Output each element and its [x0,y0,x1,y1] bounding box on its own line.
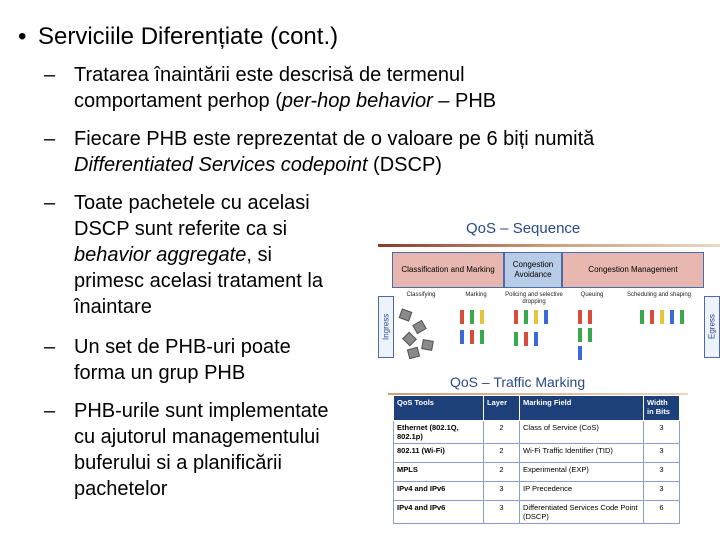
cell-tool: IPv4 and IPv6 [394,482,484,501]
qos-traffic-marking-figure [388,370,688,520]
sub-bullet-2-line-2 [74,152,442,178]
queue-bar-icon [578,328,582,342]
cell-layer: 3 [484,482,520,501]
sub-bullet-4 [44,334,291,360]
cell-tool: Ethernet (802.1Q, 802.1p) [394,421,484,444]
policing-bar-icon [544,310,548,324]
policing-bar-icon [524,332,528,346]
text-run: , si [246,244,272,266]
sub-bullet-3-line-5: înaintare [74,296,152,318]
header-qos-tools: QoS Tools [394,396,484,421]
sub-bullet-3-line-2: DSCP sunt referite ca si [74,218,288,240]
packet-icon [421,339,434,351]
marking-bar-icon [460,330,464,344]
table-row [394,421,680,444]
sub-bullet-4-line-2: forma un grup PHB [74,362,246,384]
marking-bar-icon [470,310,474,324]
cell-width: 3 [644,421,680,444]
queue-bar-icon [578,310,582,324]
schedule-bar-icon [650,310,654,324]
italic-term: behavior aggregate [74,244,247,266]
slide-heading [18,22,338,52]
text-run: comportament perhop ( [74,90,282,112]
policing-bar-icon [514,310,518,324]
sub-bullet-3 [44,190,310,216]
segment-classification-marking: Classification and Marking [392,252,504,288]
cell-width: 3 [644,482,680,501]
cell-field: Wi-Fi Traffic Identifier (TID) [520,444,644,463]
schedule-bar-icon [680,310,684,324]
cell-width: 3 [644,463,680,482]
cell-layer: 2 [484,421,520,444]
sub-bullet-2 [44,126,594,152]
schedule-bar-icon [660,310,664,324]
sub-bullet-3-line-3 [74,242,272,268]
table-header-row [394,396,680,421]
policing-bar-icon [524,310,528,324]
dash-glyph: – [44,400,56,422]
stage-classifying: Classifying [406,292,436,298]
packet-icon [412,320,427,334]
sub-bullet-5-line-3: buferului si a planificării [74,452,282,474]
table-row [394,482,680,501]
marking-bar-icon [480,330,484,344]
heading-text: Serviciile Diferențiate (cont.) [38,23,339,50]
cell-tool: MPLS [394,463,484,482]
marking-table [393,395,680,524]
sub-bullet-5 [44,398,329,424]
sub-bullet-5-line-2: cu ajutorul managementului [74,426,320,448]
stage-policing: Policing and selective dropping [505,292,563,305]
cell-width: 3 [644,444,680,463]
bullet-text: Fiecare PHB este reprezentat de o valoare pe 6 biți numită [74,128,595,150]
bullet-text: PHB-urile sunt implementate [74,400,329,422]
title-rule [378,244,720,247]
schedule-bar-icon [640,310,644,324]
cell-tool: IPv4 and IPv6 [394,501,484,524]
italic-term: Differentiated Services codepoint [74,154,368,176]
cell-field: Class of Service (CoS) [520,421,644,444]
qos-sequence-title: QoS – Sequence [466,220,581,237]
sub-bullet-3-line-4: primesc acelasi tratament la [74,270,323,292]
header-layer: Layer [484,396,520,421]
cell-layer: 2 [484,463,520,482]
stage-scheduling: Scheduling and shaping [626,292,692,298]
packet-icon [407,347,420,360]
cell-layer: 2 [484,444,520,463]
sub-bullet-5-line-4: pachetelor [74,478,168,500]
bullet-text: Un set de PHB-uri poate [74,336,291,358]
cell-tool: 802.11 (Wi-Fi) [394,444,484,463]
qos-sequence-figure [378,214,720,366]
stage-marking: Marking [465,292,487,298]
cell-width: 6 [644,501,680,524]
dash-glyph: – [44,192,56,214]
packet-icon [399,308,413,321]
marking-bar-icon [470,330,474,344]
packet-icon [402,332,417,347]
bullet-text: Toate pachetele cu acelasi [74,192,310,214]
marking-bar-icon [480,310,484,324]
italic-term: per-hop behavior [281,90,433,112]
stage-queuing: Queuing [580,292,604,298]
queue-bar-icon [578,346,582,360]
queue-bar-icon [588,310,592,324]
table-row [394,501,680,524]
header-width: Width in Bits [644,396,680,421]
cell-field: IP Precedence [520,482,644,501]
marking-bar-icon [460,310,464,324]
qos-marking-title: QoS – Traffic Marking [450,374,586,390]
segment-congestion-management: Congestion Management [562,252,704,288]
text-run: (DSCP) [367,154,442,176]
segment-congestion-avoidance: Congestion Avoidance [504,252,562,288]
text-run: – PHB [432,90,497,112]
bullet-glyph: • [18,23,27,50]
queue-bar-icon [588,328,592,342]
dash-glyph: – [44,64,56,86]
policing-bar-icon [534,332,538,346]
schedule-bar-icon [670,310,674,324]
egress-label: Egress [704,296,720,358]
dash-glyph: – [44,128,56,150]
sub-bullet-1-line-2 [74,88,496,114]
policing-bar-icon [534,310,538,324]
header-marking-field: Marking Field [520,396,644,421]
dash-glyph: – [44,336,56,358]
cell-layer: 3 [484,501,520,524]
table-row [394,444,680,463]
bullet-text: Tratarea înaintării este descrisă de termenul [74,64,465,86]
policing-bar-icon [514,332,518,346]
cell-field: Experimental (EXP) [520,463,644,482]
sub-bullet-1 [44,62,465,88]
table-row [394,463,680,482]
cell-field: Differentiated Services Code Point (DSCP) [520,501,644,524]
ingress-label: Ingress [378,296,394,358]
